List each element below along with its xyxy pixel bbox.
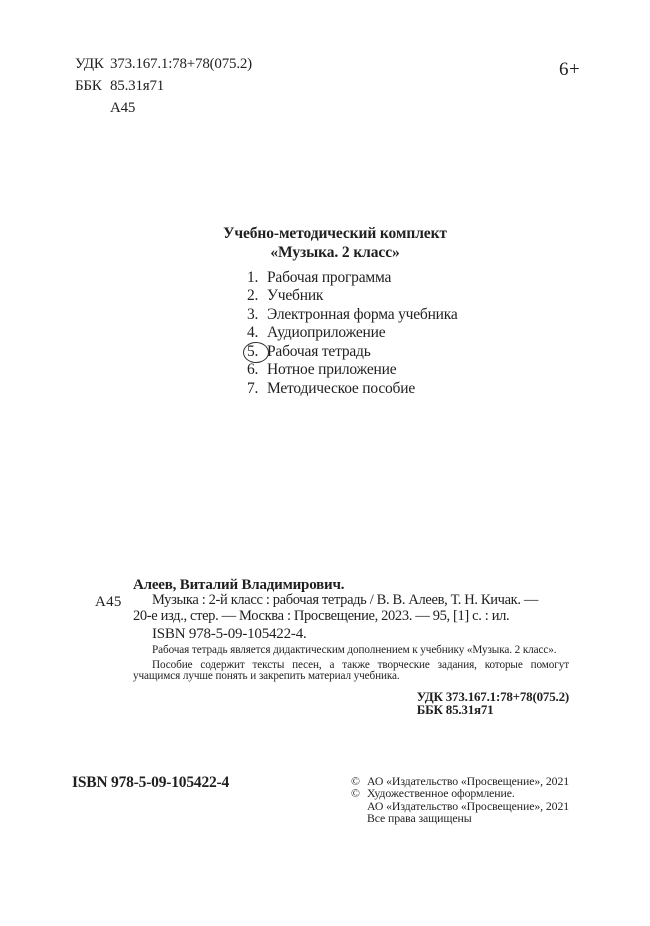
list-item-number: 2.	[247, 287, 259, 305]
kit-header	[20, 224, 650, 262]
copyright-text: АО «Издательство «Просвещение», 2021	[367, 774, 570, 788]
age-rating-badge: 6+	[559, 59, 581, 80]
list-item-highlighted	[247, 343, 458, 361]
list-item-label: Электронная форма учебника	[267, 305, 458, 323]
bbk-value: 85.31я71	[110, 78, 165, 94]
list-item-label: Нотное приложение	[267, 361, 397, 379]
list-item-label: Рабочая программа	[267, 269, 392, 286]
classification-block	[75, 53, 252, 119]
biblio-line-2: 20-е изд., стер. — Москва : Просвещение, 2023. — 95, [1] с. : ил.	[133, 607, 510, 624]
copyright-block	[351, 775, 569, 824]
copyright-icon: ©	[351, 774, 360, 788]
list-item-number-circled: 5.	[247, 343, 267, 361]
kit-title: Учебно-методический комплект	[223, 225, 447, 242]
list-item	[247, 306, 458, 324]
copyright-text: АО «Издательство «Просвещение», 2021	[367, 798, 570, 813]
author-code: А45	[110, 100, 136, 116]
bbk-label: ББК	[75, 78, 102, 94]
list-item-label: Рабочая тетрадь	[267, 342, 371, 360]
author-name: Алеев, Виталий Владимирович.	[133, 577, 345, 593]
list-item	[247, 269, 458, 287]
annotation-paragraph-1: Рабочая тетрадь является дидактическим дополнением к учебнику «Музыка. 2 класс».	[152, 644, 557, 657]
list-item	[247, 287, 458, 305]
biblio-line-1: Музыка : 2-й класс : рабочая тетрадь / В. В. Алеев, Т. Н. Кичак. —	[152, 592, 539, 608]
bbk-line	[75, 75, 252, 97]
list-item-number: 3.	[247, 305, 259, 323]
annotation-paragraph-2: Пособие содержит тексты песен, а также творческие задания, которые помогут учащимся лучше понять и закрепить материал учебника.	[133, 658, 569, 683]
author-code-line	[75, 97, 252, 119]
udk-value: 373.167.1:78+78(075.2)	[110, 56, 252, 72]
copyright-text: Художественное оформление.	[367, 786, 515, 801]
copyright-line	[351, 812, 569, 824]
kit-list	[247, 269, 458, 398]
udk-label: УДК	[75, 56, 104, 72]
list-item	[247, 380, 458, 398]
udk-line	[75, 53, 252, 75]
bibliographic-record	[133, 577, 569, 717]
isbn-footer: ISBN 978-5-09-105422-4	[72, 774, 230, 791]
udk-code-bottom: УДК 373.167.1:78+78(075.2)	[416, 688, 569, 704]
list-item	[247, 324, 458, 342]
list-item-label: Аудиоприложение	[267, 324, 386, 342]
list-item-label: Методическое пособие	[267, 379, 416, 397]
bbk-code-bottom: ББК 85.31я71	[416, 702, 494, 718]
isbn-record: ISBN 978-5-09-105422-4.	[152, 626, 307, 643]
copyright-text: Все права защищены	[367, 810, 472, 825]
list-item-number: 7.	[247, 379, 259, 397]
list-item-number: 6.	[247, 361, 259, 379]
copyright-icon: ©	[351, 786, 360, 801]
catalog-code: А45	[95, 594, 122, 610]
list-item-number: 1.	[247, 269, 259, 286]
list-item-label: Учебник	[267, 287, 324, 305]
classification-codes-bottom	[417, 690, 569, 717]
list-item-number: 4.	[247, 324, 259, 342]
list-item	[247, 361, 458, 379]
kit-subtitle: «Музыка. 2 класс»	[270, 244, 400, 261]
